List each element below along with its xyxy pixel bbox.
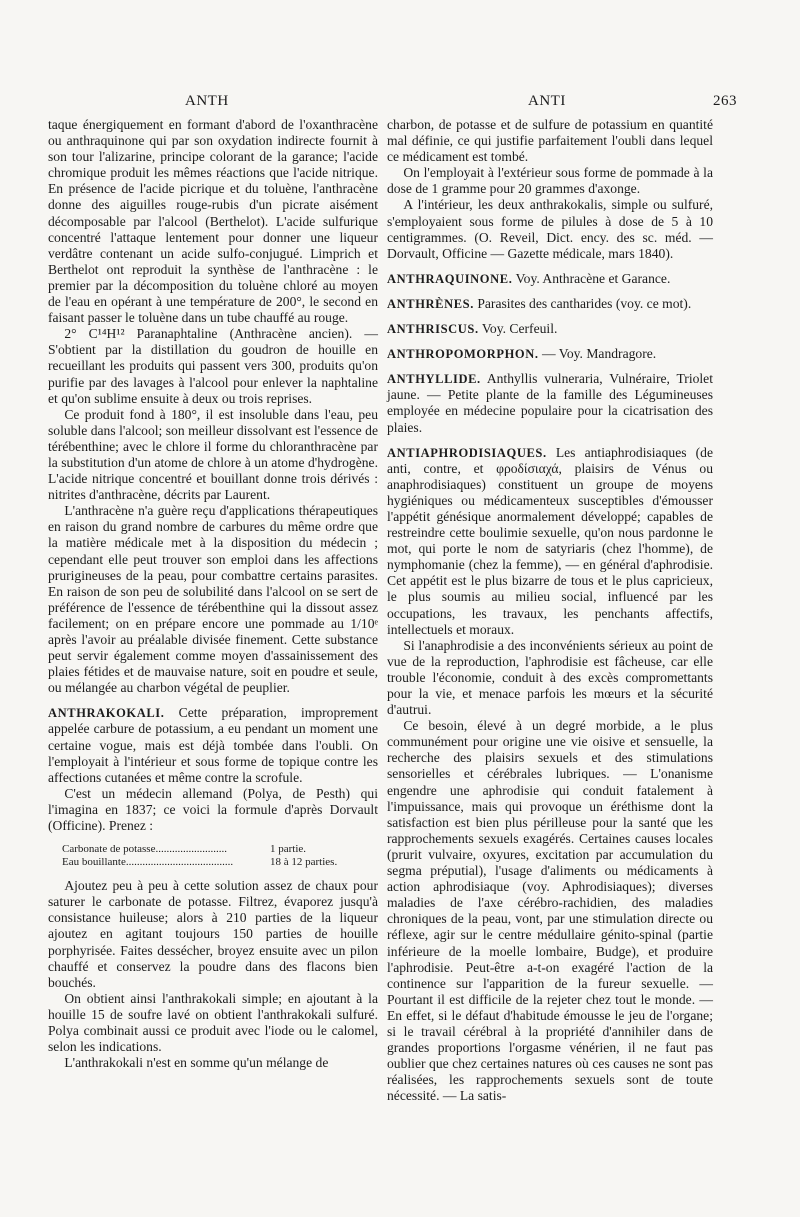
paragraph: Si l'anaphrodisie a des inconvénients sérieux au point de vue de la reproduction, l'aphrodisie est fâcheuse, car elle trouble l'économie, conduit à des excès compromettants pour la vie, et menace parfois les mœurs et la sécurité d'autrui. xyxy=(387,637,713,718)
paragraph: On obtient ainsi l'anthrakokali simple; en ajoutant à la houille 15 de soufre lavé on obtient l'anthrakokali sulfuré. Polya combinait aussi ce produit avec l'iode ou le calomel, selon les indications. xyxy=(48,990,378,1055)
paragraph: 2° C¹⁴H¹² Paranaphtaline (Anthracène ancien). — S'obtient par la distillation du goudron de houille en recueillant les produits qui passent vers 300, produits qu'on purifie par des lavages à l'alcool pour enlever la naphtaline et qu'on sublime ensuite à deux ou trois reprises. xyxy=(48,326,378,406)
dictionary-entry xyxy=(387,296,713,312)
formula-table xyxy=(62,843,378,869)
paragraph: A l'intérieur, les deux anthrakokalis, simple ou sulfuré, s'employaient sous forme de pilules à dose de 5 à 10 centigrammes. (O. Reveil, Dict. ency. des sc. méd. — Dorvault, Officine — Gazette médicale, mars 1840). xyxy=(387,197,713,261)
formula-amount: 18 à 12 parties. xyxy=(270,856,338,869)
entry-text: — Voy. Mandragore. xyxy=(538,346,657,362)
paragraph: C'est un médecin allemand (Polya, de Pesth) qui l'imagina en 1837; ce voici la formule d'après Dorvault (Officine). Prenez : xyxy=(48,785,378,834)
dictionary-entry xyxy=(387,346,713,362)
dictionary-entry xyxy=(387,445,713,638)
running-head-right: ANTI xyxy=(528,93,566,109)
paragraph: taque énergiquement en formant d'abord de l'oxanthracène ou anthraquinone qui par son oxydation indirecte fournit à son tour l'alizarine, principe colorant de la garance; l'acide chromique produit les mêmes réactions que l'acide nitrique. En présence de l'acide picrique et du toluène, l'anthracène donne des aiguilles rouge-rubis d'un picrate aisément décomposable par l'alcool (Berthelot). L'acide sulfurique concentré l'attaque lentement pour donner une liqueur verdâtre contenant un acide sulfo-conjugué. Limprich et Berthelot ont reproduit la synthèse de l'anthracène : le premier par la décomposition du toluène chloré au moyen de l'eau en opérant à une température de 200°, le second en faisant passer le toluène dans un tube chauffé au rouge. xyxy=(48,117,378,326)
entry-text: Anthyllis vulneraria, Vulnéraire, Triolet jaune. — Petite plante de la famille des Légumineuses employée en médecine populaire pour la cicatrisation des plaies. xyxy=(387,371,713,435)
paragraph: L'anthracène n'a guère reçu d'applications thérapeutiques en raison du grand nombre de carbures du même ordre que la matière médicale met à la disposition du médecin ; cependant elle peut trouver son emploi dans les affections prurigineuses de la peau, pour combattre certains parasites. En raison de son peu de solubilité dans l'alcool on se sert de préférence de l'essence de térébenthine qui la dissout assez facilement; on en prépare encore une pommade au 1/10ᵉ après l'avoir au préalable divisée finement. Cette substance peut servir également comme moyen d'assainissement des plaies fétides et de mauvaise nature, soit en poudre et seule, ou mélangée au charbon végétal de peuplier. xyxy=(48,503,378,696)
paragraph: Ce besoin, élevé à un degré morbide, a le plus communément pour origine une vie oisive et sensuelle, la recherche des plaisirs sexuels et des stimulations sensorielles et cérébrales lubriques. — L'onanisme engendre une aphrodisie qui conduit fatalement à l'impuissance, mais qui provoque un éréthisme dont la satisfaction est bien plus périlleuse pour la santé que les rapprochements sexuels exagérés. Certaines causes locales (prurit vulvaire, oxyures, excitation par accumulation du segma préputial), l'usage d'aliments ou médicaments à action aphrodisiaque (voy. Aphrodisiaques); diverses maladies de l'axe cérébro-rachidien, des maladies chroniques de la peau, vont, par une stimulation directe ou réflexe, agir sur le centre médullaire génito-spinal (partie inférieure de la moelle lombaire, Budge), et produire l'aphrodisie. Peut-être a-t-on exagéré l'action de la continence sur l'apparition de la fureur sexuelle. — Pourtant il est difficile de la rejeter chez tout le monde. — En effet, si le défaut d'habitude émousse le jeu de l'organe; si le travail cérébral à la propriété d'annihiler dans de grandes proportions l'orgasme vénérien, il ne faut pas oublier que chez certaines natures où ces causes ne sont pas réalisées, les rapprochements sexuels sont de toute nécessité. — La satis- xyxy=(387,718,713,1104)
formula-row xyxy=(62,856,378,869)
entry-headword: ANTHROPOMORPHON. xyxy=(387,347,539,362)
entry-headword: ANTHRÈNES. xyxy=(387,296,474,311)
entry-text: Les antiaphrodisiaques (de anti, contre, et φροδίσιαχά, plaisirs de Vénus ou anaphrodisiaques) constituent un groupe de moyens hygiéniques ou médicamenteux susceptibles d'émousser l'appétit génésique anormalement développé; capables de restreindre cette boulimie sexuelle, qu'on nous pardonne le mot, qui porte le nom de satyriaris (chez l'homme), de nymphomanie (chez la femme), — en général d'aphrodisie. Cet appétit est le plus bizarre de tous et le plus capricieux, le plus soumis au milieu social, influencé par les occupations, les travaux, les penchants affectifs, intellectuels et moraux. xyxy=(387,444,713,637)
entry-headword: ANTHRAQUINONE. xyxy=(387,271,513,286)
running-head-left: ANTH xyxy=(185,93,229,109)
left-column xyxy=(48,117,378,1071)
paragraph: Ce produit fond à 180°, il est insoluble dans l'eau, peu soluble dans l'alcool; son meilleur dissolvant est l'essence de térébenthine; avec le chlore il forme du chloranthracène par la substitution d'un atome de chlore à un atome d'hydrogène. L'acide nitrique concentré et bouillant donne trois dérivés : nitrites d'anthracène, décrits par Laurent. xyxy=(48,406,378,503)
paragraph: On l'employait à l'extérieur sous forme de pommade à la dose de 1 gramme pour 20 grammes d'axonge. xyxy=(387,165,713,197)
formula-row xyxy=(62,843,378,856)
paragraph: charbon, de potasse et de sulfure de potassium en quantité mal définie, ce qui justifie parfaitement l'oubli dans lequel ce médicament est tombé. xyxy=(387,117,713,165)
entry-text: Voy. Cerfeuil. xyxy=(478,321,558,337)
formula-ingredient: Eau bouillante....................................... xyxy=(62,856,234,869)
right-column xyxy=(387,117,713,1104)
entry-headword: ANTIAPHRODISIAQUES. xyxy=(387,445,547,460)
dictionary-entry xyxy=(48,705,378,785)
entry-text: Parasites des cantharides (voy. ce mot). xyxy=(473,295,692,311)
entry-headword: ANTHYLLIDE. xyxy=(387,372,481,387)
dictionary-entry xyxy=(387,371,713,435)
formula-ingredient: Carbonate de potasse.......................... xyxy=(62,843,227,856)
dictionary-entry xyxy=(387,321,713,337)
entry-text: Voy. Anthracène et Garance. xyxy=(512,270,671,286)
entry-headword: ANTHRISCUS. xyxy=(387,322,479,337)
formula-amount: 1 partie. xyxy=(270,843,307,856)
paragraph: Ajoutez peu à peu à cette solution assez de chaux pour saturer le carbonate de potasse. Filtrez, évaporez jusqu'à consistance huileuse; alors à 210 parties de la liqueur ajoutez en agitant toujours 150 parties de houille porphyrisée. Faites dessécher, broyez ensuite avec un pilon chauffé et conservez la poudre dans des flacons bien bouchés. xyxy=(48,878,378,990)
entry-headword: ANTHRAKOKALI. xyxy=(48,706,165,721)
dictionary-entry xyxy=(387,271,713,287)
entry-text: Cette préparation, improprement appelée carbure de potassium, a eu pendant un moment une certaine vogue, mais est déjà tombée dans l'oubli. On l'employait à l'intérieur et sous forme de topique contre les affections cutanées et même contre la scrofule. xyxy=(48,705,378,785)
page-number: 263 xyxy=(713,93,737,109)
paragraph: L'anthrakokali n'est en somme qu'un mélange de xyxy=(64,1055,329,1071)
